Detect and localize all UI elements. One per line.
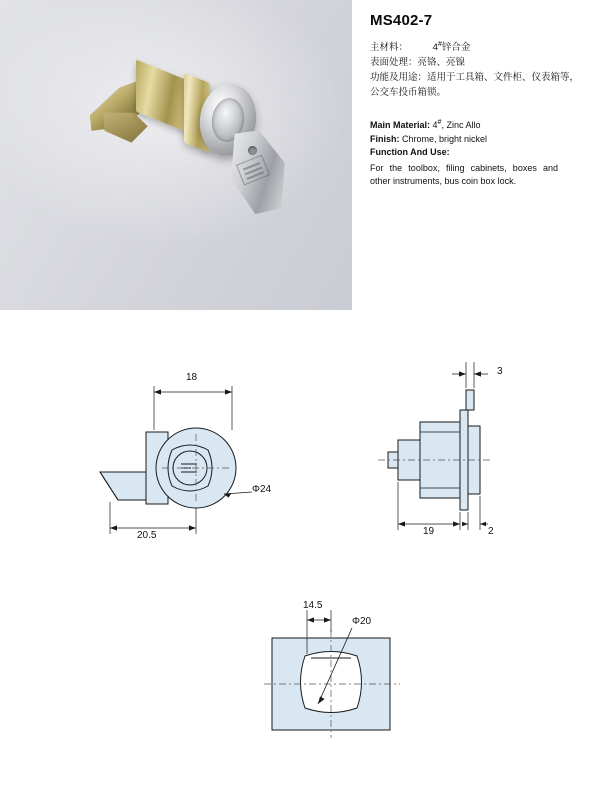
- english-function-text: For the toolbox, filing cabinets, boxes and other instruments, bus coin box lock.: [370, 162, 558, 187]
- chinese-usage-label: 功能及用途：: [370, 72, 428, 84]
- dim-19-label: 19: [423, 526, 435, 537]
- english-finish-label: Finish:: [370, 133, 400, 144]
- english-function-label: Function And Use:: [370, 147, 450, 158]
- chinese-material-sup: #: [437, 41, 442, 48]
- chinese-finish-line: [370, 55, 586, 70]
- english-material-line: [370, 116, 586, 133]
- product-model: MS402-7: [370, 12, 433, 29]
- chinese-finish-label: 表面处理：: [370, 57, 418, 69]
- chinese-spec-block: [370, 37, 586, 100]
- dim-dia-24-label: Φ24: [252, 484, 272, 495]
- chinese-material-line: [370, 37, 586, 55]
- product-photo-panel: [0, 0, 352, 310]
- dim-dia-20-label: Φ20: [352, 616, 372, 627]
- dim-2-label: 2: [488, 526, 494, 537]
- cutout-view-group: [264, 610, 400, 738]
- english-finish-line: [370, 133, 586, 147]
- cam-arm-shadow: [103, 110, 149, 145]
- cam-lock-photo: [88, 62, 268, 232]
- english-material-sup: #: [437, 119, 442, 127]
- dim-14-5-label: 14.5: [303, 600, 323, 611]
- english-function-label-line: [370, 146, 586, 160]
- english-finish-value: Chrome, bright nickel: [402, 133, 488, 144]
- english-spec-block: [370, 116, 586, 189]
- chinese-usage-value: 适用于工具箱、文件柜、仪表箱等，公交车投币箱锁。: [370, 72, 580, 99]
- drawings-svg: [0, 322, 600, 798]
- front-view-group: [100, 386, 252, 534]
- english-material-label: Main Material:: [370, 120, 431, 131]
- technical-drawings-area: [0, 322, 600, 798]
- chinese-material-label: 主材料：: [370, 42, 409, 54]
- side-view-group: [378, 362, 490, 530]
- english-material-value: 4: [432, 120, 438, 131]
- chinese-finish-value: 亮铬、亮镍: [417, 57, 466, 69]
- chinese-material-value: 4: [432, 42, 438, 54]
- chinese-usage-line: [370, 70, 586, 100]
- product-info-panel: [352, 0, 600, 310]
- chinese-material-value2: 锌合金: [441, 42, 471, 54]
- dim-3-label: 3: [497, 366, 503, 377]
- dim-20-5-label: 20.5: [137, 530, 157, 541]
- dim-18-label: 18: [186, 372, 198, 383]
- english-material-value2: , Zinc Allo: [441, 120, 481, 131]
